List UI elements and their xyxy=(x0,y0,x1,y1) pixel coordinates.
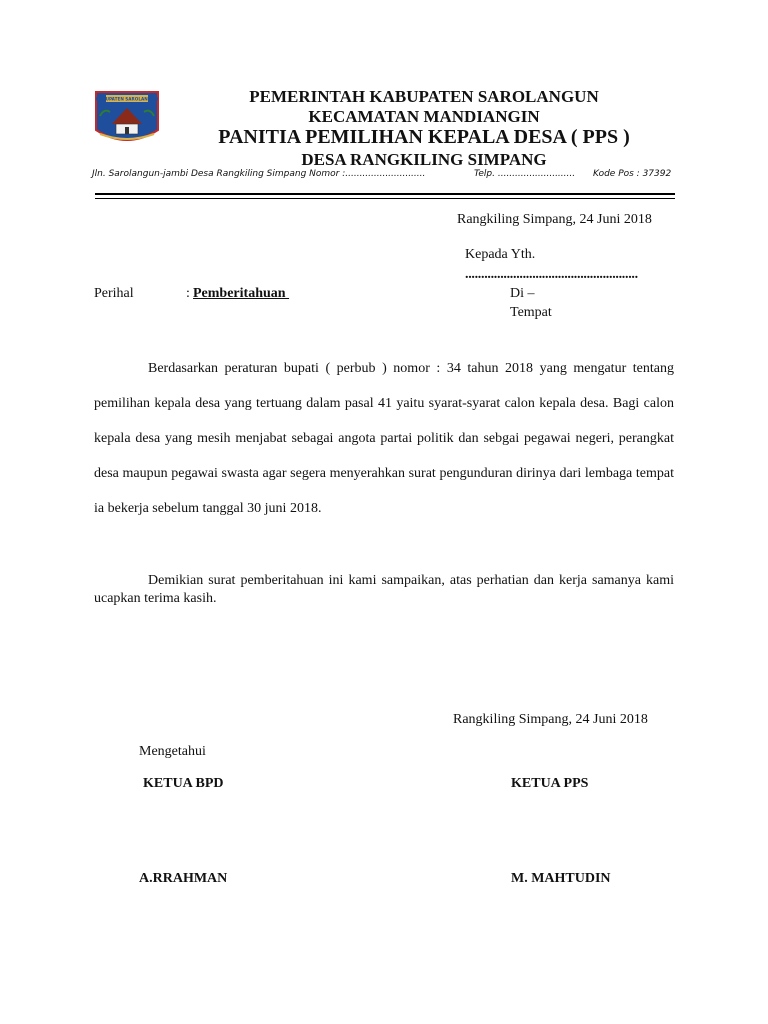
letterhead-village: DESA RANGKILING SIMPANG xyxy=(301,150,547,169)
letterhead-divider-thick xyxy=(95,193,675,195)
recipient-name-blank: ...................................................... xyxy=(465,267,638,282)
letterhead-committee: PANITIA PEMILIHAN KEPALA DESA ( PPS ) xyxy=(218,126,630,148)
recipient-place: Tempat xyxy=(510,305,552,320)
acknowledged-label: Mengetahui xyxy=(139,744,206,759)
letterhead-postal-code: Kode Pos : 37392 xyxy=(593,169,672,179)
body-paragraph-1: Berdasarkan peraturan bupati ( perbub ) nomor : 34 tahun 2018 yang mengatur tentang pemilihan kepala desa yang tertuang dalam pasal 41 yaitu syarat-syarat calon kepala desa. Bagi calon kepala desa yang mesih menjabat sebagai angota partai politik dan sebgai pegawai negeri, perangkat desa maupun pegawai swasta agar segera menyerahkan surat pengunduran dirinya dari lembaga tempat ia bekerja sebelum tanggal 30 juni 2018. xyxy=(94,361,674,516)
closing-date: Rangkiling Simpang, 24 Juni 2018 xyxy=(453,712,648,727)
letterhead-phone: Telp. ........................... xyxy=(474,169,576,179)
letterhead-divider-thin xyxy=(95,198,675,199)
letterhead-district: KECAMATAN MANDIANGIN xyxy=(308,107,540,126)
letter-date: Rangkiling Simpang, 24 Juni 2018 xyxy=(457,212,652,227)
signature-name-bpd: A.RRAHMAN xyxy=(139,871,228,886)
signature-title-pps: KETUA PPS xyxy=(511,776,589,791)
letterhead-government: PEMERINTAH KABUPATEN SAROLANGUN xyxy=(249,87,599,106)
regency-emblem-logo xyxy=(92,86,162,148)
signature-title-bpd: KETUA BPD xyxy=(143,776,224,791)
subject-separator: : xyxy=(186,286,190,301)
letterhead-address: Jln. Sarolangun-jambi Desa Rangkiling Simpang Nomor :............................ xyxy=(92,169,426,179)
recipient-salutation: Kepada Yth. xyxy=(465,247,536,262)
signature-name-pps: M. MAHTUDIN xyxy=(511,871,611,886)
logo-text: KABUPATEN SAROLANGUN xyxy=(95,96,159,102)
subject-value: Pemberitahuan xyxy=(193,286,290,301)
body-paragraph-2: Demikian surat pemberitahuan ini kami sampaikan, atas perhatian dan kerja samanya kami ucapkan terima kasih. xyxy=(94,573,674,606)
recipient-di: Di – xyxy=(510,286,535,301)
subject-label: Perihal xyxy=(94,286,134,301)
